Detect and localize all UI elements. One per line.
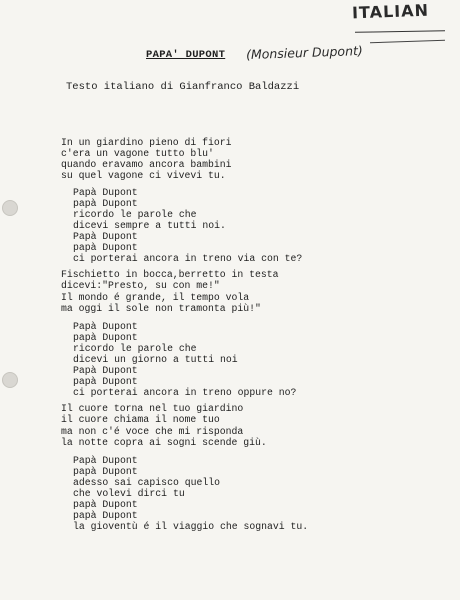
lyric-line: papà Dupont: [73, 499, 138, 510]
lyric-line: papà Dupont: [73, 242, 138, 253]
lyric-line: papà Dupont: [73, 376, 138, 387]
translator-credit: Testo italiano di Gianfranco Baldazzi: [66, 81, 300, 93]
handwritten-original-title: (Monsieur Dupont): [245, 42, 364, 63]
lyric-line: papà Dupont: [73, 332, 138, 343]
lyric-line: In un giardino pieno di fiori: [61, 137, 232, 148]
lyric-line: dicevi sempre a tutti noi.: [73, 220, 226, 231]
song-title: PAPA' DUPONT: [146, 49, 226, 61]
lyric-line: c'era un vagone tutto blu': [61, 148, 214, 159]
punch-hole: [2, 200, 18, 216]
lyric-line: ricordo le parole che: [73, 209, 197, 220]
lyric-line: Papà Dupont: [73, 321, 138, 332]
lyric-line: la notte copra ai sogni scende giù.: [61, 437, 267, 448]
lyric-line: quando eravamo ancora bambini: [61, 159, 232, 170]
punch-hole: [2, 372, 18, 388]
lyric-line: dicevi un giorno a tutti noi: [73, 354, 238, 365]
lyric-line: la gioventù é il viaggio che sognavi tu.: [73, 521, 309, 532]
lyric-line: ricordo le parole che: [73, 343, 197, 354]
handwritten-underline: [370, 40, 445, 44]
lyric-line: Papà Dupont: [73, 365, 138, 376]
lyric-line: Papà Dupont: [73, 455, 138, 466]
lyric-line: che volevi dirci tu: [73, 488, 185, 499]
lyric-line: ci porterai ancora in treno via con te?: [73, 253, 303, 264]
lyric-line: il cuore chiama il nome tuo: [61, 414, 220, 425]
lyric-line: ma oggi il sole non tramonta più!": [61, 303, 261, 314]
lyric-line: Papà Dupont: [73, 231, 138, 242]
lyric-line: dicevi:"Presto, su con me!": [61, 280, 220, 291]
lyric-line: Papà Dupont: [73, 187, 138, 198]
lyric-line: adesso sai capisco quello: [73, 477, 220, 488]
lyric-line: su quel vagone ci vivevi tu.: [61, 170, 226, 181]
handwritten-language-label: ITALIAN: [351, 0, 430, 23]
lyric-line: ci porterai ancora in treno oppure no?: [73, 387, 297, 398]
lyric-line: papà Dupont: [73, 466, 138, 477]
lyric-line: papà Dupont: [73, 510, 138, 521]
lyric-line: ma non c'é voce che mi risponda: [61, 426, 244, 437]
lyric-line: papà Dupont: [73, 198, 138, 209]
lyric-line: Fischietto in bocca,berretto in testa: [61, 269, 279, 280]
handwritten-underline: [355, 30, 445, 33]
lyric-line: Il cuore torna nel tuo giardino: [61, 403, 244, 414]
lyric-line: Il mondo é grande, il tempo vola: [61, 292, 250, 303]
